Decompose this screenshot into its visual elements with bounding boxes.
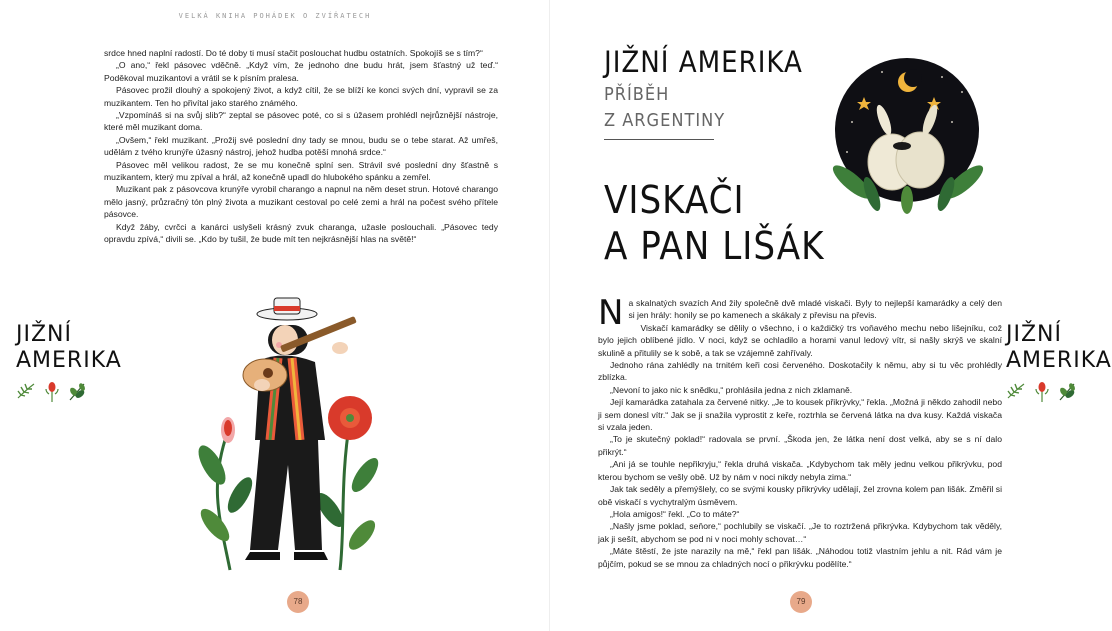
musician-with-charango-illustration (190, 290, 390, 580)
page-number: 79 (790, 591, 812, 613)
red-bud-flower-icon (1036, 382, 1048, 402)
paragraph: Když žáby, cvrčci a kanárci uslyšeli krásný zvuk charanga, užasle poslouchali. „Pásovec tedy opravdu zpívá,“ divili se. „Kdo by tušil, že bude mít ten nejkrásnější hlas na světě!“ (104, 221, 498, 245)
left-page (0, 0, 550, 631)
side-label-line: JIŽNÍ (1006, 322, 1062, 347)
paragraph: „Našly jsme poklad, seňore,“ pochlubily se viskačí. „Je to roztržená přikrývka. Kdybychom tak věděly, jak ji sešít, abychom se pod ni v noci mohly schovat…“ (598, 521, 1002, 544)
paragraph: „Hola amigos!“ řekl. „Co to máte?“ (610, 508, 740, 519)
title-divider (604, 139, 714, 140)
paragraph-text: a skalnatých svazích And žily společně dvě mladé viskači. Byly to nejlepší kamarádky a celý den si jen hrály: honily se po kamenech a skákaly z převisu na převis. (628, 298, 1002, 321)
side-label-line: AMERIKA (16, 348, 122, 373)
paragraph: „O ano,“ řekl pásovec vděčně. „Když vím, že jednoho dne budu hrát, jsem šťastný už teď.“ Poděkoval muzikantovi a vrátil se k písním pralesa. (104, 60, 498, 83)
fern-icon (1008, 384, 1024, 398)
paragraph: Pásovec prožil dlouhý a spokojený život, a když cítil, že se blíží ke konci svých dní, vypravil se za muzikantem. Ten ho přivítal jako starého známého. (104, 85, 498, 108)
viscacha-night-illustration (822, 52, 992, 212)
paragraph: „Máte štěstí, že jste narazily na mě,“ řekl pan lišák. „Náhodou totiž vlastním jehlu a nit. Rád vám je půjčím, pokud se se mnou za chladných nocí o přikrývku podělíte.“ (598, 546, 1002, 569)
left-body-text (104, 47, 498, 246)
paragraph: Pásovec měl velikou radost, že se mu konečně splní sen. Strávil své poslední dny šťastně s muzikantem, který mu zpíval a hrál, až konečně upadl do hlubokého spánku a zemřel. (104, 159, 498, 183)
paragraph: srdce hned naplní radostí. Do té doby ti musí stačit poslouchat hudbu ostatních. Spokojíš se s tím?“ (104, 48, 483, 58)
decorative-icons (16, 378, 92, 404)
leaf-sprig-icon (68, 382, 86, 400)
paragraph: „Vzpomínáš si na svůj slib?“ zeptal se pásovec poté, co si s úžasem prohlédl nejrůznější nástroje, které měl muzikant doma. (104, 110, 498, 133)
story-title: VISKAČI (604, 178, 745, 222)
side-label-line: AMERIKA (1006, 348, 1112, 373)
paragraph: Jednoho rána zahlédly na trnitém keři cosi červeného. Doskotačily k němu, aby si tu věc prohlédly zblízka. (598, 360, 1002, 383)
story-title: A PAN LIŠÁK (604, 224, 825, 268)
side-region-label (1006, 322, 1112, 374)
paragraph: Viskačí kamarádky se dělily o všechno, i o každičký trs voňavého mechu nebo lišejníku, což bylo jejich oblíbené jídlo. V noci, když se ochladilo a horami vanul ledový vítr, si našly skrýš ve skalní skulině a přitulily se k sobě, a tak se vzájemně zahřívaly. (598, 322, 1002, 358)
paragraph: Jak tak seděly a přemýšlely, co se svými kousky přikrývky udělají, žel zrovna kolem pan lišák. Změřil si obě viskačí s vychytralým úsměvem. (598, 484, 1002, 507)
paragraph: „Ovšem,“ řekl muzikant. „Prožij své poslední dny tady se mnou, budu se o tebe starat. Až umřeš, udělám z tvého krunýře úžasný nástroj, jehož hudba potěší mnohá srdce.“ (104, 134, 498, 158)
page-number: 78 (287, 591, 309, 613)
right-body-text (598, 293, 1002, 570)
first-paragraph (598, 293, 1002, 333)
right-page (550, 0, 1112, 631)
red-bud-flower-icon (46, 382, 58, 402)
story-origin-line: Z ARGENTINY (604, 110, 726, 131)
drop-cap: N (598, 293, 624, 333)
fern-icon (18, 384, 34, 398)
running-header: VELKÁ KNIHA POHÁDEK O ZVÍŘATECH (178, 12, 372, 20)
paragraph: Její kamarádka zatahala za červené nitky. „Je to kousek přikrývky,“ řekla. „Možná ji někdo zahodil nebo ji sem donesl vítr.“ Jak se ji snažila vyprostit z keře, roztrhla se červená látka na dva kusy. Každá viskača si vzala jeden. (598, 397, 1002, 433)
plant-left-illustration (193, 417, 257, 570)
leaf-sprig-icon (1058, 382, 1076, 400)
paragraph: Muzikant pak z pásovcova krunýře vyrobil charango a napnul na něm deset strun. Hotové charango mělo jasný, průzračný tón plný života a muzikant cestoval po celé zemi a hrál na počest svého přítele pásovce. (104, 184, 498, 220)
story-origin-line: PŘÍBĚH (604, 84, 670, 105)
paragraph: „To je skutečný poklad!“ radovala se první. „Škoda jen, že látka není dost velká, aby se s ní dalo přikrýt.“ (598, 434, 1002, 457)
region-title: JIŽNÍ AMERIKA (604, 45, 803, 79)
decorative-icons (1006, 378, 1082, 404)
paragraph: „Nevoní to jako nic k snědku,“ prohlásila jedna z nich zklamaně. (610, 384, 853, 395)
side-label-line: JIŽNÍ (16, 322, 72, 347)
paragraph: „Ani já se touhle nepřikryju,“ řekla druhá viskača. „Kdybychom tak měly jednu velkou přikrývku, pod kterou bychom se vešly obě. Už by nám v noci nikdy nebyla zima.“ (598, 459, 1002, 482)
side-region-label (16, 322, 122, 374)
